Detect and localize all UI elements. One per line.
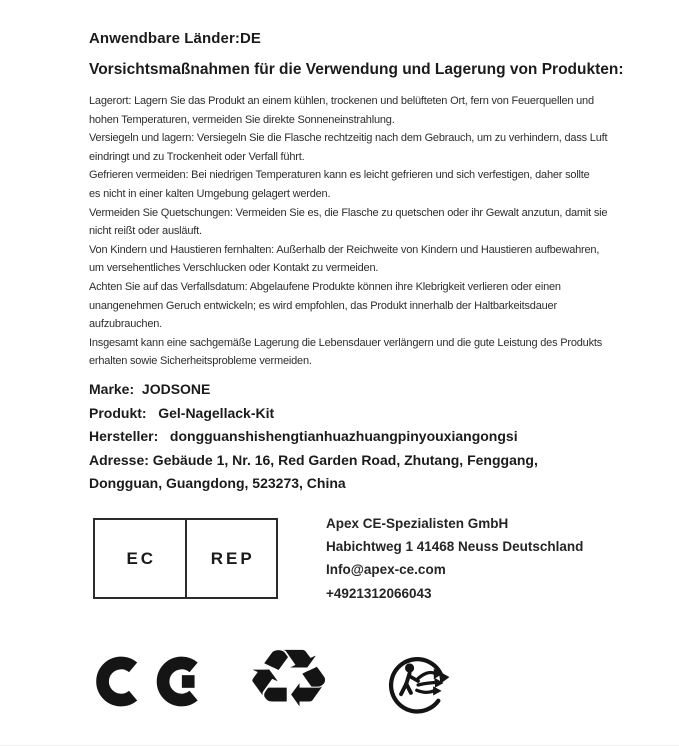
precaution-line: Gefrieren vermeiden: Bei niedrigen Temperaturen kann es leicht gefrieren und sich verfestigen, daher sollte <box>89 169 590 182</box>
precautions-heading: Vorsichtsmaßnahmen für die Verwendung und Lagerung von Produkten: <box>89 61 624 78</box>
ec-rep-symbol <box>93 518 278 599</box>
precautions-text <box>89 92 607 371</box>
precaution-line: Achten Sie auf das Verfallsdatum: Abgelaufene Produkte können ihre Klebrigkeit verlieren oder einen <box>89 280 561 293</box>
address-line: Dongguan, Guangdong, 523273, China <box>89 475 346 491</box>
ec-rep-ec-label: EC <box>126 548 157 568</box>
ce-mark-icon <box>96 656 218 707</box>
brand-line: Marke: JODSONE <box>89 381 211 397</box>
precaution-line: Lagerort: Lagern Sie das Produkt an einem kühlen, trockenen und belüfteten Ort, fern von Feuerquellen und <box>89 95 594 107</box>
precaution-line: aufzubrauchen. <box>89 318 163 331</box>
contact-address-line: Habichtweg 1 41468 Neuss Deutschland <box>326 539 584 555</box>
precaution-line: erhalten sowie Sicherheitsprobleme vermeiden. <box>89 355 312 368</box>
triman-recycling-icon <box>381 651 463 719</box>
product-line: Produkt: Gel-Nagellack-Kit <box>89 404 275 421</box>
contact-email-line: Info@apex-ce.com <box>326 562 446 578</box>
precaution-line: hohen Temperaturen, vermeiden Sie direkte Sonneneinstrahlung. <box>89 113 395 126</box>
address-line: Adresse: Gebäude 1, Nr. 16, Red Garden Road, Zhutang, Fenggang, <box>89 451 538 468</box>
precaution-line: unangenehmen Geruch entwickeln; es wird empfohlen, das Produkt innerhalb der Haltbarkeitsdauer <box>89 299 557 312</box>
eu-representative-contact <box>326 512 583 605</box>
precaution-line: Insgesamt kann eine sachgemäße Lagerung die Lebensdauer verlängern und die gute Leistung des Produkts <box>89 336 603 349</box>
applicable-countries-label: Anwendbare Länder:DE <box>89 30 262 47</box>
precaution-line: nicht reißt oder ausläuft. <box>89 225 202 238</box>
precaution-line: es nicht in einer kalten Umgebung gelagert werden. <box>89 187 331 200</box>
manufacturer-line: Hersteller: dongguanshishengtianhuazhuangpinyouxiangongsi <box>89 428 518 444</box>
recycling-icon: ♻ <box>244 632 334 725</box>
product-info-block <box>89 378 538 496</box>
precaution-line: eindringt und zu Trockenheit oder Verfall führt. <box>89 150 305 163</box>
precaution-line: Versiegeln und lagern: Versiegeln Sie die Flasche rechtzeitig nach dem Gebrauch, um zu verhindern, dass Luft <box>89 132 608 145</box>
contact-phone-line: +4921312066043 <box>326 585 432 601</box>
ec-rep-rep-label: REP <box>185 520 277 597</box>
precaution-line: um versehentliches Verschlucken oder Kontakt zu vermeiden. <box>89 262 379 275</box>
precaution-line: Vermeiden Sie Quetschungen: Vermeiden Sie es, die Flasche zu quetschen oder ihr Gewalt anzutun, damit sie <box>89 206 608 219</box>
contact-company-line: Apex CE-Spezialisten GmbH <box>326 516 509 531</box>
precaution-line: Von Kindern und Haustieren fernhalten: Außerhalb der Reichweite von Kindern und Haustieren aufbewahren, <box>89 243 600 256</box>
